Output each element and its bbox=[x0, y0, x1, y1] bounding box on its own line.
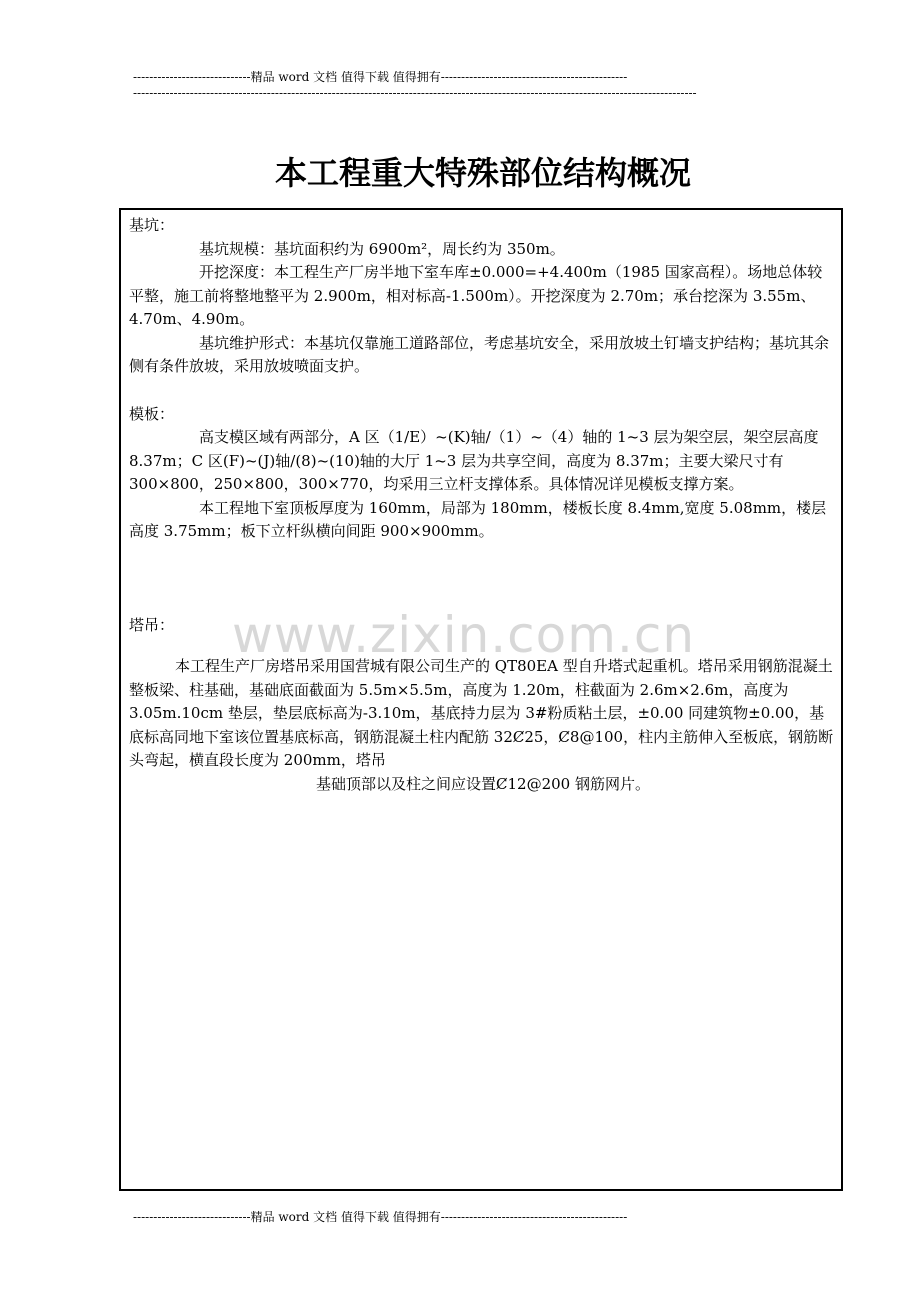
formwork-slab-paragraph: 本工程地下室顶板厚度为 160mm，局部为 180mm，楼板长度 8.4mm,宽度 5.08mm，楼层高度 3.75mm；板下立杆纵横向间距 900×900mm。 bbox=[129, 498, 827, 540]
section-heading-crane: 塔吊： bbox=[129, 615, 175, 634]
spacer bbox=[129, 544, 837, 614]
formwork-high-support-paragraph: 高支模区域有两部分，A 区（1/E）~(K)轴/（1）~（4）轴的 1~3 层为架空层，架空层高度 8.37m；C 区(F)~(J)轴/(8)~(10)轴的大厅 1~3 层为共享空间，高度为 8.37m；主要大梁尺寸有 300×800，250×800，300×770，均采用三立杆支撑体系。具体情况详见模板支撑方案。 bbox=[129, 428, 819, 493]
crane-paragraph-last-line: 基础顶部以及柱之间应设置Ȼ12@200 钢筋网片。 bbox=[316, 774, 650, 793]
content-body bbox=[129, 214, 837, 796]
section-heading-formwork: 模板： bbox=[129, 404, 175, 423]
header-line-1: -----------------------------精品 word 文档 值得下载 值得拥有---------------------------------------------- bbox=[133, 70, 628, 84]
watermark: www.zixin.com.cn bbox=[232, 606, 696, 664]
header-line-2: ------------------------------------------------------------------------------------------------------------------------------------------- bbox=[133, 86, 697, 100]
content-box bbox=[119, 208, 843, 1191]
section-heading-pit: 基坑： bbox=[129, 216, 175, 234]
pit-depth-paragraph: 开挖深度：本工程生产厂房半地下室车库±0.000=+4.400m（1985 国家高程）。场地总体较平整，施工前将整地整平为 2.900m，相对标高-1.500m）。开挖深度为 2.70m；承台挖深为 3.55m、4.70m、4.90m。 bbox=[129, 263, 823, 328]
spacer bbox=[129, 379, 837, 403]
page-title: 本工程重大特殊部位结构概况 bbox=[274, 154, 691, 192]
pit-scale-paragraph: 基坑规模：基坑面积约为 6900m²，周长约为 350m。 bbox=[199, 239, 565, 258]
footer-line: -----------------------------精品 word 文档 值得下载 值得拥有---------------------------------------------- bbox=[133, 1210, 628, 1224]
crane-paragraph: 本工程生产厂房塔吊采用国营城有限公司生产的 QT80EA 型自升塔式起重机。塔吊采用钢筋混凝土整板梁、柱基础，基础底面截面为 5.5m×5.5m，高度为 1.20m，柱截面为 2.6m×2.6m，高度为 3.05m.10cm 垫层，垫层底标高为-3.10m，基底持力层为 3#粉质粘土层，±0.00 同建筑物±0.00，基底标高同地下室该位置基底标高，钢筋混凝土柱内配筋 32Ȼ25，Ȼ8@100，柱内主筋伸入至板底，钢筋断头弯起，横直段长度为 200mm，塔吊 bbox=[129, 657, 834, 769]
pit-support-paragraph: 基坑维护形式：本基坑仅靠施工道路部位，考虑基坑安全，采用放坡土钉墙支护结构；基坑其余侧有条件放坡，采用放坡喷面支护。 bbox=[129, 333, 830, 375]
